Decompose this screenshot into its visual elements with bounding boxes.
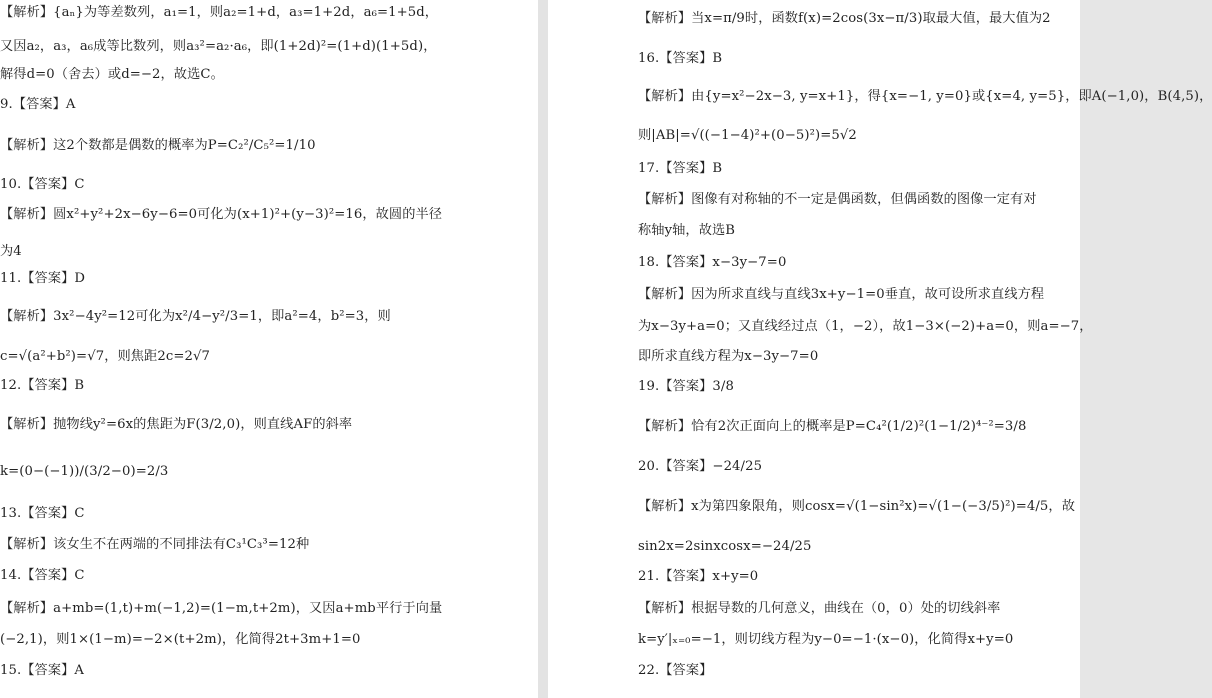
- answer-heading: 10.【答案】C: [0, 177, 85, 192]
- text-line: k=(0−(−1))/(3/2−0)=2/3: [0, 464, 169, 479]
- text-line: 【解析】抛物线y²=6x的焦距为F(3/2,0)，则直线AF的斜率: [0, 417, 353, 432]
- text-line: 【解析】根据导数的几何意义，曲线在（0，0）处的切线斜率: [638, 601, 1001, 616]
- text-line: 【解析】圆x²+y²+2x−6y−6=0可化为(x+1)²+(y−3)²=16，故圆的半径: [0, 207, 443, 222]
- text-line: 即所求直线方程为x−3y−7=0: [638, 349, 819, 364]
- answer-heading: 22.【答案】: [638, 663, 713, 678]
- text-line: sin2x=2sinxcosx=−24/25: [638, 539, 812, 554]
- answer-heading: 17.【答案】B: [638, 161, 723, 176]
- answer-heading: 16.【答案】B: [638, 51, 723, 66]
- answer-heading: 14.【答案】C: [0, 568, 85, 583]
- answer-heading: 12.【答案】B: [0, 378, 85, 393]
- answer-heading: 19.【答案】3/8: [638, 379, 734, 394]
- answer-heading: 18.【答案】x−3y−7=0: [638, 255, 787, 270]
- text-line: 解得d=0（舍去）或d=−2，故选C。: [0, 67, 224, 82]
- text-line: 为x−3y+a=0；又直线经过点（1，−2），故1−3×(−2)+a=0，则a=−7，: [638, 319, 1093, 334]
- text-line: 【解析】当x=π/9时，函数f(x)=2cos(3x−π/3)取最大值，最大值为2: [638, 11, 1051, 26]
- text-line: 【解析】恰有2次正面向上的概率是P=C₄²(1/2)²(1−1/2)⁴⁻²=3/8: [638, 419, 1027, 434]
- answer-heading: 20.【答案】−24/25: [638, 459, 763, 474]
- text-line: 【解析】图像有对称轴的不一定是偶函数，但偶函数的图像一定有对: [638, 192, 1037, 207]
- text-line: 【解析】{aₙ}为等差数列，a₁=1，则a₂=1+d，a₃=1+2d，a₆=1+5d，: [0, 5, 439, 20]
- text-line: 【解析】x为第四象限角，则cosx=√(1−sin²x)=√(1−(−3/5)²)=4/5，故: [638, 499, 1075, 514]
- answer-heading: 11.【答案】D: [0, 271, 86, 286]
- text-line: (−2,1)，则1×(1−m)=−2×(t+2m)，化简得2t+3m+1=0: [0, 632, 361, 647]
- text-line: 称轴y轴，故选B: [638, 223, 736, 238]
- answer-heading: 15.【答案】A: [0, 663, 85, 678]
- text-line: 又因a₂，a₃，a₆成等比数列，则a₃²=a₂·a₆，即(1+2d)²=(1+d)(1+5d)，: [0, 39, 437, 54]
- text-line: 则|AB|=√((−1−4)²+(0−5)²)=5√2: [638, 128, 857, 143]
- text-line: 为4: [0, 244, 22, 259]
- text-line: c=√(a²+b²)=√7，则焦距2c=2√7: [0, 349, 210, 364]
- answer-heading: 13.【答案】C: [0, 506, 85, 521]
- text-line: 【解析】因为所求直线与直线3x+y−1=0垂直，故可设所求直线方程: [638, 287, 1045, 302]
- text-line: 【解析】该女生不在两端的不同排法有C₃¹C₃³=12种: [0, 537, 310, 552]
- text-line: k=y′|ₓ₌₀=−1，则切线方程为y−0=−1·(x−0)，化简得x+y=0: [638, 632, 1014, 647]
- answer-heading: 21.【答案】x+y=0: [638, 569, 759, 584]
- answer-heading: 9.【答案】A: [0, 97, 76, 112]
- text-line: 【解析】由{y=x²−2x−3, y=x+1}，得{x=−1, y=0}或{x=4, y=5}，即A(−1,0)，B(4,5)，: [638, 89, 1212, 104]
- text-line: 【解析】a+mb=(1,t)+m(−1,2)=(1−m,t+2m)，又因a+mb平行于向量: [0, 601, 443, 616]
- text-line: 【解析】3x²−4y²=12可化为x²/4−y²/3=1，即a²=4，b²=3，则: [0, 309, 391, 324]
- text-line: 【解析】这2个数都是偶数的概率为P=C₂²/C₅²=1/10: [0, 138, 316, 153]
